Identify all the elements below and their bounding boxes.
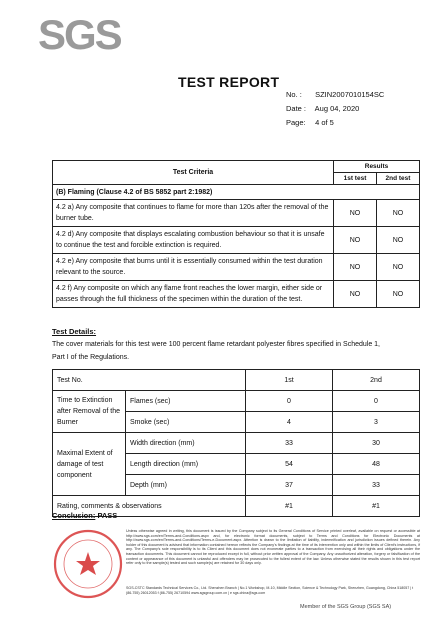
meta-row-page	[286, 116, 384, 130]
meta-value: SZIN2007010154SC	[315, 90, 385, 99]
group-label: Time to Extinction after Removal of the Burner	[53, 391, 126, 433]
value-first: 33	[246, 433, 333, 454]
second-header: 2nd	[333, 370, 420, 391]
result-second: NO	[377, 281, 420, 308]
table-row	[53, 254, 420, 281]
meta-row-date	[286, 102, 384, 116]
value-first: 4	[246, 412, 333, 433]
criteria-header: Test Criteria	[53, 161, 334, 185]
meta-value: 4 of 5	[315, 118, 334, 127]
sgs-logo: SGS	[38, 11, 121, 58]
row-label: Smoke (sec)	[126, 412, 246, 433]
conclusion-label: Conclusion:	[52, 511, 96, 520]
criterion-text: 4.2 e) Any composite that burns until it is essentially consumed within the test duration relevant to the source.	[53, 254, 334, 281]
meta-key: Date :	[286, 104, 307, 113]
first-header: 1st	[246, 370, 333, 391]
row-label: Width direction (mm)	[126, 433, 246, 454]
address-line: SGS-CSTC Standards Technical Services Co., Ltd. Shenzhen Branch | No.1 Workshop, M-10, Middle Section, Science & Technology Park, Shenzhen, Guangdong, China 518057 | t (86-755) 26012053 f (86-755) 26710594 www.sgsgroup.com.cn | e sgs.china@sgs.com	[126, 586, 414, 595]
value-second: 48	[333, 454, 420, 475]
table-row	[53, 281, 420, 308]
criterion-text: 4.2 a) Any composite that continues to flame for more than 120s after the removal of the burner tube.	[53, 200, 334, 227]
test-results-table	[52, 369, 420, 517]
table-header-row	[53, 370, 420, 391]
section-heading: (B) Flaming (Clause 4.2 of BS 5852 part 2:1982)	[53, 185, 420, 200]
first-test-header: 1st test	[334, 173, 377, 185]
report-meta	[286, 88, 384, 130]
row-label: Depth (mm)	[126, 475, 246, 496]
value-second: 30	[333, 433, 420, 454]
meta-key: No. :	[286, 90, 302, 99]
result-first: NO	[334, 254, 377, 281]
value-second: 3	[333, 412, 420, 433]
member-footer: Member of the SGS Group (SGS SA)	[300, 604, 392, 610]
details-paragraph: The cover materials for this test were 100 percent flame retardant polyester fibres specified in Schedule 1, Part I of the Regulations.	[52, 341, 380, 361]
row-label: Flames (sec)	[126, 391, 246, 412]
value-second: 0	[333, 391, 420, 412]
details-heading: Test Details:	[52, 327, 97, 336]
criterion-text: 4.2 f) Any composite on which any flame front reaches the lower margin, either side or passes through the full thickness of the specimen within the duration of the test.	[53, 281, 334, 308]
meta-value: Aug 04, 2020	[314, 104, 360, 113]
conclusion	[52, 511, 117, 520]
result-second: NO	[377, 200, 420, 227]
conclusion-value: PASS	[97, 511, 118, 520]
results-header: Results	[334, 161, 420, 173]
rating-first: #1	[246, 496, 333, 517]
table-row	[53, 433, 420, 454]
criteria-table	[52, 160, 420, 308]
meta-key: Page:	[286, 118, 306, 127]
rating-label: Rating, comments & observations	[53, 496, 246, 517]
value-first: 0	[246, 391, 333, 412]
test-no-header: Test No.	[53, 370, 246, 391]
table-row	[53, 391, 420, 412]
terms-fine-print: Unless otherwise agreed in writing, this document is issued by the Company subject to its General Conditions of Service printed overleaf, available on request or accessible at http://www.sgs.com/en/Terms-and-Conditions.aspx and, for electronic format documents, subject to Terms and Conditions for Electronic Documents at http://www.sgs.com/en/Terms-and-Conditions/Terms-e-Document.aspx. Attention is drawn to the limitation of liability, indemnification and jurisdiction issues defined therein. Any holder of this document is advised that information contained hereon reflects the Company's findings at the time of its intervention only and within the limits of Client's instructions, if any. The Company's sole responsibility is to its Client and this document does not exonerate parties to a transaction from exercising all their rights and obligations under the transaction documents. This document cannot be reproduced except in full, without prior written approval of the Company. Any unauthorized alteration, forgery or falsification of the content or appearance of this document is unlawful and offenders may be prosecuted to the fullest extent of the law. Unless otherwise stated the results shown in this test report refer only to the sample(s) tested and such sample(s) are retained for 30 days only.	[126, 529, 420, 566]
value-second: 33	[333, 475, 420, 496]
table-row	[53, 227, 420, 254]
group-label: Maximal Extent of damage of test component	[53, 433, 126, 496]
second-test-header: 2nd test	[377, 173, 420, 185]
page-title: TEST REPORT	[178, 74, 280, 90]
row-label: Length direction (mm)	[126, 454, 246, 475]
result-second: NO	[377, 254, 420, 281]
value-first: 37	[246, 475, 333, 496]
table-row	[53, 200, 420, 227]
result-first: NO	[334, 227, 377, 254]
result-first: NO	[334, 281, 377, 308]
rating-second: #1	[333, 496, 420, 517]
value-first: 54	[246, 454, 333, 475]
result-second: NO	[377, 227, 420, 254]
criterion-text: 4.2 d) Any composite that displays escalating combustion behaviour so that it is unsafe to continue the test and forcible extinction is required.	[53, 227, 334, 254]
result-first: NO	[334, 200, 377, 227]
official-seal-icon	[52, 528, 124, 600]
meta-row-number	[286, 88, 384, 102]
